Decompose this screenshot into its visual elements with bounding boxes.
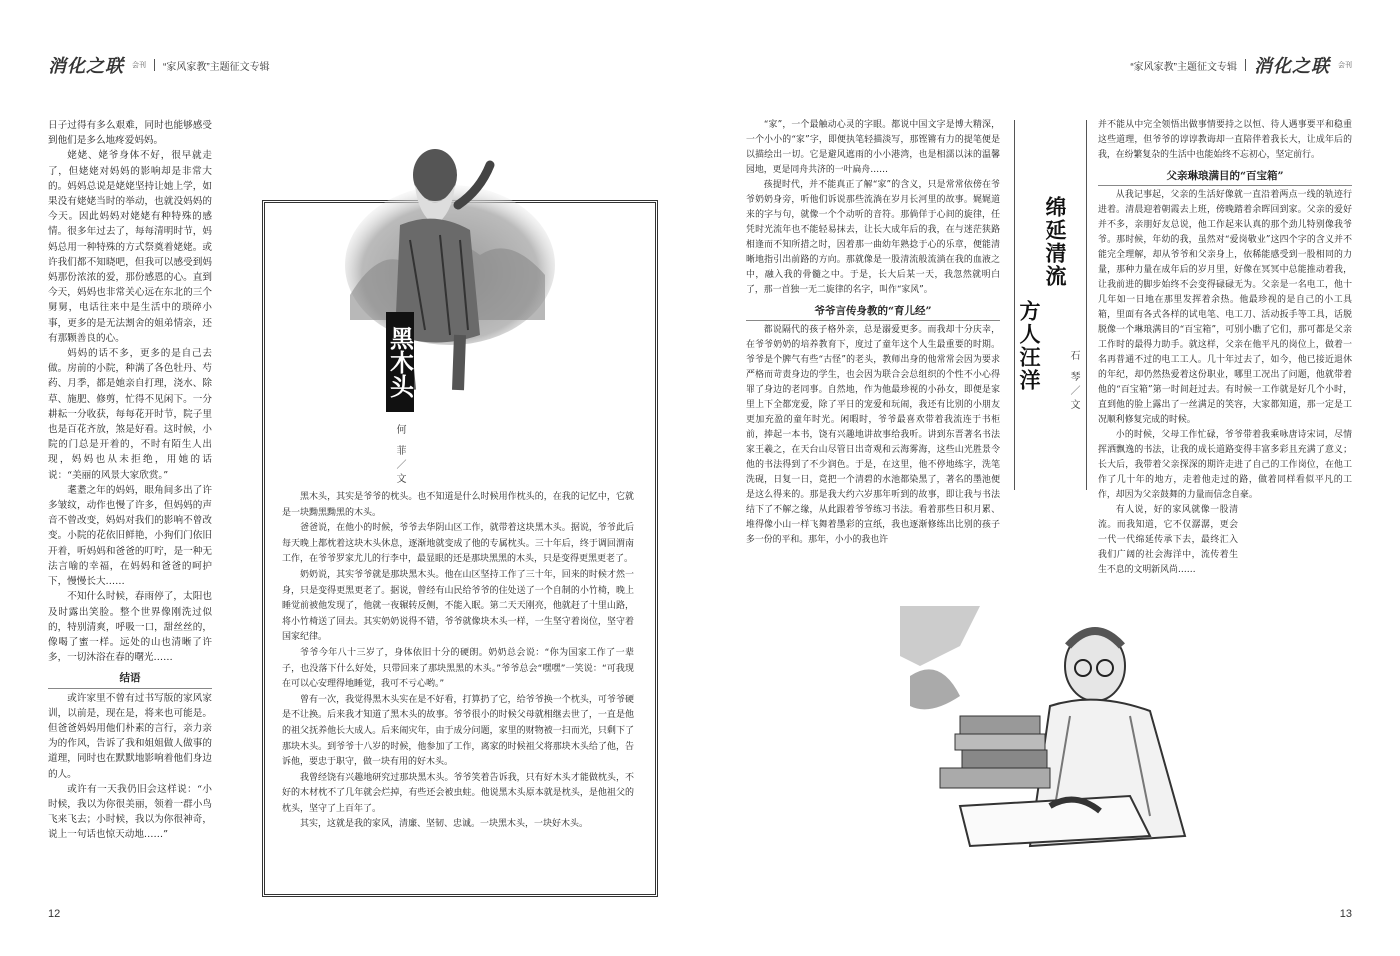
paragraph: 并不能从中完全领悟出做事情要持之以恒、待人遇事要平和稳重这些道理，但爷爷的谆谆教诲却一直陪伴着我长大，让成年后的我，在纷繁复杂的生活中也能始终不忘初心，坚定前行。 <box>1098 120 1352 160</box>
paragraph: 我曾经饶有兴趣地研究过那块黑木头。爷爷笑着告诉我，只有好木头才能做枕头，不好的木材枕不了几年就会烂掉，有些还会被虫蛀。他说黑木头原本就是枕头，是他祖父的枕头，坚守了上百年了。 <box>282 772 634 814</box>
header-topic: “家风家教”主题征文专辑 <box>163 61 270 73</box>
paragraph: 或许有一天我仍旧会这样说：“小时候，我以为你很美丽，领着一群小鸟飞来飞去；小时候，我以为你很神奇，说上一句话也惊天动地……” <box>48 783 212 841</box>
paragraph: 从我记事起，父亲的生活好像就一直沿着两点一线的轨迹行进着。清晨迎着朝霞去上班，傍晚踏着余晖回到家。父亲的爱好并不多，亲朋好友总说，他工作起来认真的那个劲儿特别像我爷爷。那时候，年幼的我，虽然对“爱岗敬业”这四个字的含义并不能完全理解，却从爷爷和父亲身上，依稀能感受到一股相同的力量，那种力量在成年后的岁月里，好像在冥冥中总能推动着我，让我前进的脚步始终不会变得碌碌无为。父亲是一名电工，他十几年如一日地在那里发挥着余热。他最珍视的是自己的小工具箱，里面有各式各样的试电笔、电工刀、活动扳手等工具，话脱脱像一个琳琅满目的“百宝箱”，可别小瞧了它们，那可都是父亲工作时的最得力助手。就这样，父亲在他平凡的岗位上，做着一名再普通不过的电工工人。几十年过去了，如今，他已接近退休的年纪，却仍然热爱着这份职业，哪里工况出了问题，他就带着他的“百宝箱”第一时间赶过去。有时候一工作就是好几个小时，直到他的脸上露出了一丝满足的笑容，大家都知道，那一定是工况顺利修复完成的时候。 <box>1098 190 1352 425</box>
header-left <box>48 52 270 78</box>
paragraph: 其实，这就是我的家风，清廉、坚韧、忠诚。一块黑木头，一块好木头。 <box>300 819 589 830</box>
paragraph: 爸爸说，在他小的时候，爷爷去华阴山区工作，就带着这块黑木头。据说，爷爷此后每天晚上都枕着这块木头休息，逐渐地就变成了他的专属枕头。三十年后，终于调回渭南工作，在爷爷罗家尤儿的行李中，最显眼的还是那块黑黑的木头，只是变得更黑更老了。 <box>282 523 634 565</box>
left-column-text <box>48 118 212 843</box>
paragraph: 耄耋之年的妈妈，眼角间多出了许多皱纹，动作也慢了许多，但妈妈的声音不曾改变，妈妈对我们的影响不曾改变。小院的花依旧鲜艳，小狗们门依旧开着，听妈妈和爸爸的叮咛，是一种无法言喻的幸福，在妈妈和爸爸的呵护下，慢慢长大…… <box>48 484 212 588</box>
right-column-1 <box>746 118 1000 548</box>
magazine-logo: 消化之联 <box>1254 56 1330 77</box>
paragraph: “家”，一个最触动心灵的字眼。都说中国文字是博大精深，一个小小的“家”字，即便执笔轻描淡写，那铿锵有力的提笔便是以描绘出一切。它是避风遮雨的小小港湾，也是相濡以沫的温馨园地，更是同舟共济的一叶扁舟…… <box>746 120 1000 175</box>
story-text <box>282 490 634 833</box>
paragraph: 日子过得有多么艰难，同时也能够感受到他们是多么地疼爱妈妈。 <box>48 120 212 147</box>
paragraph: 姥姥、姥爷身体不好，很早就走了，但姥姥对妈妈的影响却是非常大的。妈妈总说是姥姥坚持让她上学，如果没有姥姥当时的举动，也就没妈妈的今天。因此妈妈对姥姥有种特殊的感情。很多年过去了，每每清明时节，妈妈总用一种特殊的方式祭奠着姥姥。或许我们都不知晓吧，但我可以感受到妈妈那份浓浓的爱，那份感恩的心。直到今天，妈妈也非常关心远在东北的三个舅舅，电话往来中是生活中的琐碎小事，更多的是无法割舍的姐弟情亲，还有那颗善良的心。 <box>48 150 212 344</box>
header-topic: “家风家教”主题征文专辑 <box>1130 61 1237 73</box>
paragraph: 或许家里不曾有过书写版的家风家训，以前是，现在是，将来也可能是。但爸爸妈妈用他们朴素的言行，亲力亲为的作风，告诉了我和姐姐做人做事的道理，同时也在默默地影响着他们身边的人。 <box>48 692 212 780</box>
logo-subtitle: 会刊 <box>132 62 146 69</box>
section-heading: 父亲琳琅满目的“百宝箱” <box>1098 169 1352 184</box>
section-heading: 结语 <box>48 671 212 686</box>
paragraph: 曾有一次，我觉得黑木头实在是不好看，打算扔了它，给爷爷换一个枕头，可爷爷硬是不让换。后来我才知道了黑木头的故事。爷爷很小的时候父母就相继去世了，一直是他的祖父抚养他长大成人。后来闹灾年，由于成分问题，家里的财物被一扫而光，只剩下了那块木头。到爷爷十八岁的时候，他参加了工作，离家的时候祖父将那块木头给了他，告诉他，要忠于职守，做一块有用的好木头。 <box>282 694 634 768</box>
story-byline: 石 琴／文 <box>1068 350 1079 414</box>
paragraph: 都说隔代的孩子格外亲，总是溺爱更多。而我却十分庆幸，在爷爷奶奶的培养教育下，度过了童年这个人生最重要的时期。爷爷是个脾气有些“古怪”的老头，教师出身的他常常会因为要求严格而苛责身边的学生，也会因为联合会总组织的个性不小心得罪了身边的老同事。自然地，作为他最珍视的小孙女，即便是家里上下全都宠爱，除了平日的宠爱和玩闹，我还有比别的小朋友更加充盈的童年时光。闲暇时，爷爷最喜欢带着我流连于书柜前，捧起一本书，饶有兴趣地讲故事给我听。讲到东晋著名书法家王羲之，在天台山尽管日出奇观和云海雾海，这些山光胜景令他的书法得到了不少润色。于是，在这里，他不停地练字，洗笔洗砚，日复一日，竟把一个清碧的水池都染黑了，著名的墨池便是这么得来的。那是我大约六岁那年听到的故事，即让我与书法结下了不解之缘，从此跟着爷爷练习书法。看着那些日积月累、堆得像小山一样飞舞着墨彩的宣纸，我也逐渐修练出比别的孩子多一份的平和。那年，小小的我也许 <box>746 325 1000 545</box>
section-heading: 爷爷言传身教的“育儿经” <box>746 304 1000 319</box>
paragraph: 爷爷今年八十三岁了，身体依旧十分的硬朗。奶奶总会说：“你为国家工作了一辈子，也没落下什么好处，只带回来了那块黑黑的木头。”爷爷总会“嘿嘿”一笑说：“可我现在可以心安理得地睡觉，我可不亏心哟。” <box>282 647 634 690</box>
old-man-illustration <box>340 145 555 395</box>
paragraph: 妈妈的话不多，更多的是自己去做。房前的小院，种满了各色牡丹、芍药、月季，都是她亲自打理，浇水、除草、施肥、修剪，忙得不见闲下。一分耕耘一分收获，每每花开时节，院子里也是百花齐放，煞是好看。这时候，小院的门总是开着的，不时有陌生人出现，妈妈也从未拒绝，用她的话说：“美丽的风景大家欣赏。” <box>48 348 212 481</box>
paragraph: 孩提时代，并不能真正了解“家”的含义，只是常常依傍在爷爷奶奶身旁，听他们诉说那些流淌在岁月长河里的故事。娓娓道来的字与句，就像一个个动听的音符。那倘佯于心间的旋律，任凭时光流年也不能轻易抹去，让长大成年后的我，在与迷茫狭路相逢而不知所措之时，因着那一曲幼年熟捻于心的乐章，便能清晰地指引出前路的方向。那就像是一股清流般流淌在我的血液之中，融入我的骨髓之中。于是，长大后某一天，我忽然就明白了，那一首独一无二旋律的名字，叫作“家风”。 <box>746 180 1000 295</box>
story-title: 黑木头 <box>386 312 414 412</box>
header-right <box>1130 52 1352 78</box>
paragraph: 黑木头，其实是爷爷的枕头。也不知道是什么时候用作枕头的，在我的记忆中，它就是一块黝黑黝黑的木头。 <box>282 492 634 518</box>
page-number-right: 13 <box>1339 908 1352 920</box>
paragraph: 不知什么时候，春雨停了，太阳也及时露出笑脸。整个世界像刚洗过似的，特别清爽，呼吸一口，甜丝丝的，像喝了蜜一样。远处的山也清晰了许多，一切沐浴在春的曙光…… <box>48 591 212 664</box>
paragraph: 有人说，好的家风就像一股清流。而我知道，它不仅潺潺，更会一代一代绵延传承下去，最终汇入我们广阔的社会海洋中，流传着生生不息的文明新风尚…… <box>1098 505 1238 575</box>
page-number-left: 12 <box>48 908 61 920</box>
header-divider <box>1245 59 1246 71</box>
magazine-logo: 消化之联 <box>48 56 124 77</box>
story-title-line1: 绵延清流 <box>1043 196 1068 288</box>
logo-subtitle: 会刊 <box>1338 62 1352 69</box>
header-divider <box>154 59 155 71</box>
title-rule <box>1086 120 1087 490</box>
man-reading-illustration <box>900 606 1200 856</box>
story-byline: 何 菲／文 <box>394 424 405 488</box>
paragraph: 奶奶说，其实爷爷就是那块黑木头。他在山区坚持工作了三十年，回来的时候才然一身，只是变得更黑更老了。据说，曾经有山民给爷爷的住处送了一个自制的小竹椅，晚上睡觉前被他发现了，他就一夜辗转反侧，不能入眠。第二天天刚亮，他就赶了十里山路，将小竹椅送了回去。其实奶奶说得不错，爷爷就像块木头一样，一生坚守着岗位，坚守着国家纪律。 <box>282 569 634 643</box>
paragraph: 小的时候，父母工作忙碌，爷爷带着我乘咏唐诗宋词，尽情挥洒飘逸的书法，让我的成长道路变得丰富多彩且充满了意义；长大后，我带着父亲探深的期许走进了自己的工作岗位，在他工作了几十年的地方，走着他走过的路，做着同样看似平凡的工作，却因为父亲鼓舞的力量而信念自豪。 <box>1098 430 1352 500</box>
story-title-line2: 方人汪洋 <box>1017 300 1042 392</box>
right-column-2 <box>1098 118 1352 575</box>
